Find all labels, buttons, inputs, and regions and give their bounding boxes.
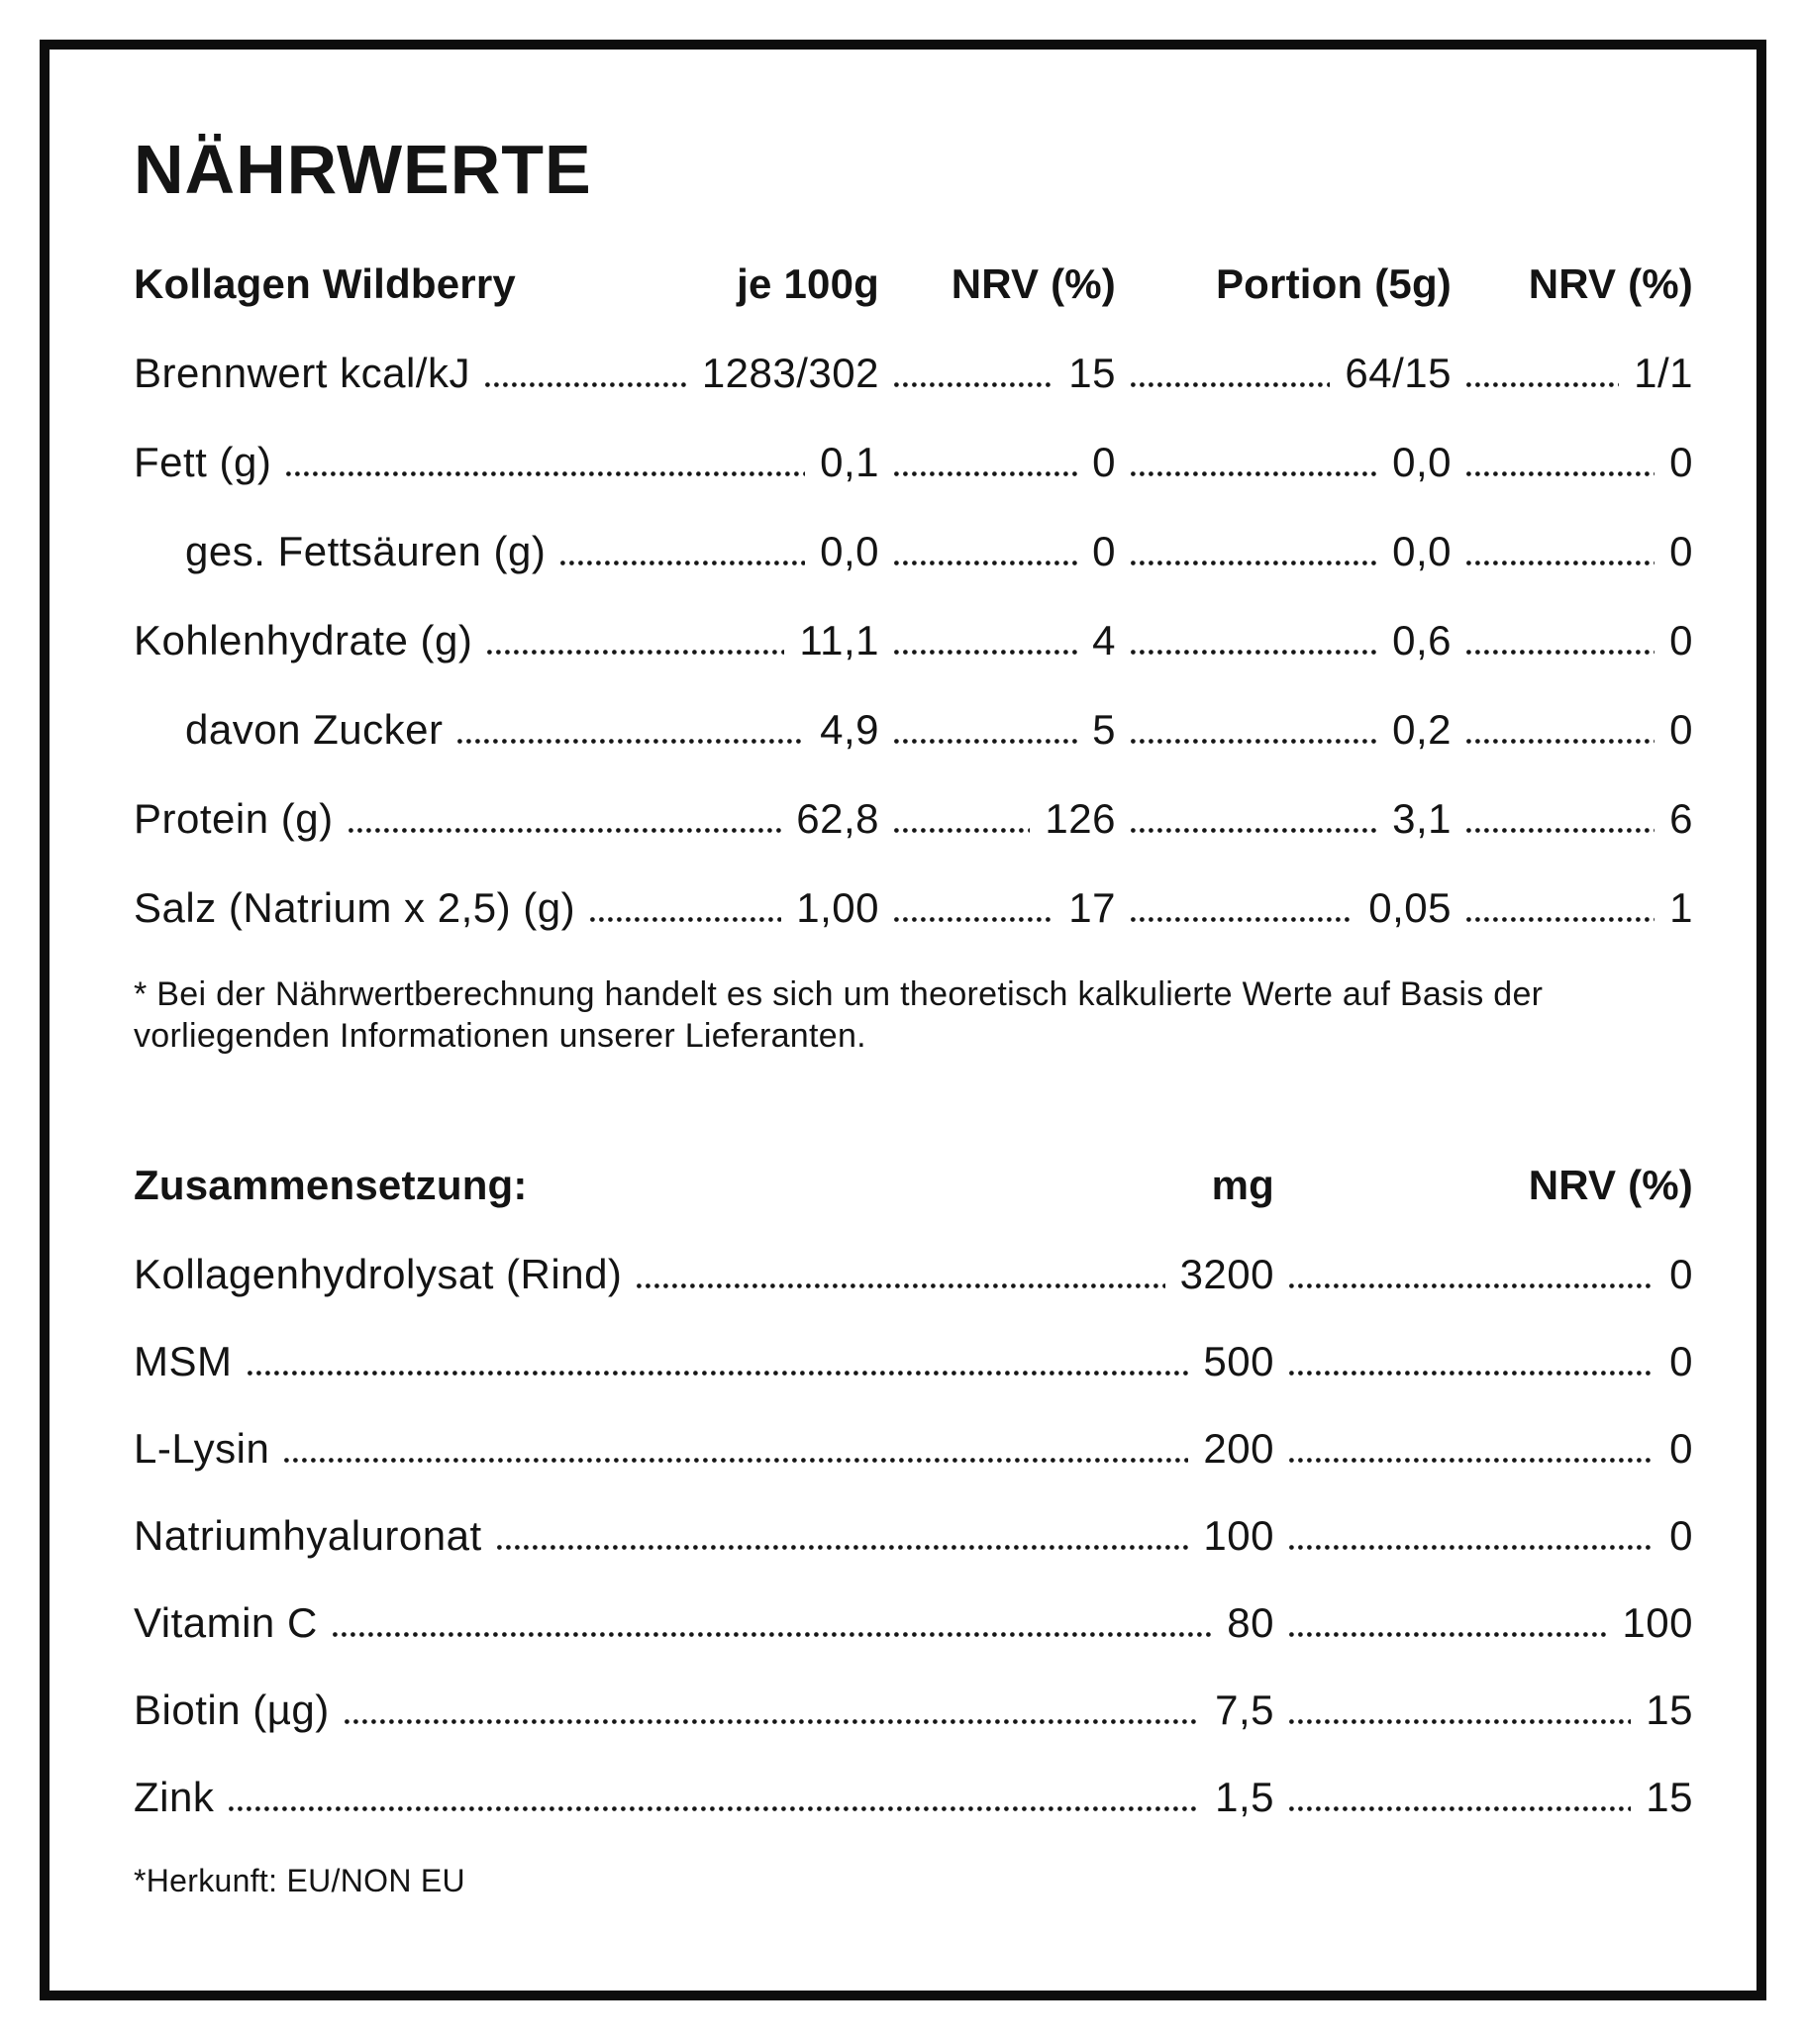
header-col-nrv-100g: NRV (%) bbox=[951, 260, 1116, 307]
dot-leader bbox=[345, 1719, 1200, 1724]
value-nrv-portion: 0 bbox=[1669, 439, 1693, 485]
nutrition-row bbox=[134, 706, 1693, 754]
dot-leader bbox=[248, 1371, 1189, 1376]
header-col-per-100g: je 100g bbox=[737, 260, 879, 307]
dot-leader bbox=[1289, 1545, 1655, 1550]
header-col-nrv-portion: NRV (%) bbox=[1528, 260, 1693, 307]
origin-note: *Herkunft: EU/NON EU bbox=[134, 1863, 465, 1898]
label-frame bbox=[40, 40, 1766, 2000]
page-title: NÄHRWERTE bbox=[134, 131, 592, 208]
value-nrv-portion: 0 bbox=[1669, 617, 1693, 664]
value-nrv: 0 bbox=[1669, 1425, 1693, 1472]
value-portion: 0,6 bbox=[1392, 617, 1452, 664]
dot-leader bbox=[894, 739, 1077, 744]
value-nrv-100g: 126 bbox=[1045, 795, 1116, 842]
dot-leader bbox=[1131, 917, 1354, 922]
dot-leader bbox=[894, 382, 1054, 387]
value-portion: 0,0 bbox=[1392, 439, 1452, 485]
value-nrv-portion: 1 bbox=[1669, 884, 1693, 931]
composition-row bbox=[134, 1686, 1693, 1734]
value-mg: 7,5 bbox=[1215, 1686, 1274, 1733]
nutrition-table bbox=[134, 260, 1693, 1057]
value-nrv: 0 bbox=[1669, 1338, 1693, 1384]
value-nrv-100g: 0 bbox=[1092, 528, 1116, 574]
dot-leader bbox=[560, 561, 805, 565]
value-nrv-100g: 4 bbox=[1092, 617, 1116, 664]
ingredient-label: Kollagenhydrolysat (Rind) bbox=[134, 1251, 623, 1297]
dot-leader bbox=[1131, 561, 1377, 565]
dot-leader bbox=[1131, 471, 1377, 476]
dot-leader bbox=[1466, 382, 1619, 387]
dot-leader bbox=[1131, 382, 1330, 387]
dot-leader bbox=[1466, 561, 1655, 565]
dot-leader bbox=[487, 650, 784, 655]
nutrient-label: Brennwert kcal/kJ bbox=[134, 350, 470, 396]
header-col-portion: Portion (5g) bbox=[1215, 260, 1452, 307]
dot-leader bbox=[1289, 1283, 1655, 1288]
value-portion: 0,05 bbox=[1368, 884, 1452, 931]
ingredient-label: Vitamin C bbox=[134, 1599, 318, 1646]
ingredient-label: L-Lysin bbox=[134, 1425, 270, 1472]
value-portion: 0,2 bbox=[1392, 706, 1452, 753]
dot-leader bbox=[894, 828, 1030, 833]
nutrition-row bbox=[134, 795, 1693, 843]
nutrient-label: ges. Fettsäuren (g) bbox=[185, 528, 547, 574]
value-nrv-100g: 5 bbox=[1092, 706, 1116, 753]
dot-leader bbox=[1289, 1458, 1655, 1463]
value-nrv: 0 bbox=[1669, 1251, 1693, 1297]
header-col-mg: mg bbox=[1211, 1162, 1274, 1208]
dot-leader bbox=[457, 739, 805, 744]
ingredient-label: Natriumhyaluronat bbox=[134, 1512, 482, 1559]
dot-leader bbox=[349, 828, 782, 833]
value-nrv-100g: 15 bbox=[1068, 350, 1116, 396]
nutrition-row bbox=[134, 617, 1693, 664]
value-per-100g: 1,00 bbox=[796, 884, 879, 931]
composition-row bbox=[134, 1599, 1693, 1647]
dot-leader bbox=[1289, 1719, 1631, 1724]
header-col-nrv: NRV (%) bbox=[1528, 1162, 1693, 1208]
nutrient-label: Salz (Natrium x 2,5) (g) bbox=[134, 884, 576, 931]
nutrient-label: Fett (g) bbox=[134, 439, 272, 485]
dot-leader bbox=[229, 1806, 1200, 1811]
dot-leader bbox=[1466, 739, 1655, 744]
value-per-100g: 11,1 bbox=[799, 617, 879, 664]
value-per-100g: 1283/302 bbox=[701, 350, 879, 396]
value-nrv-100g: 17 bbox=[1068, 884, 1116, 931]
value-mg: 500 bbox=[1203, 1338, 1274, 1384]
nutrient-label: Kohlenhydrate (g) bbox=[134, 617, 473, 664]
dot-leader bbox=[1466, 650, 1655, 655]
dot-leader bbox=[637, 1283, 1164, 1288]
value-nrv: 100 bbox=[1622, 1599, 1693, 1646]
value-nrv-portion: 0 bbox=[1669, 706, 1693, 753]
composition-row bbox=[134, 1774, 1693, 1821]
composition-table-header bbox=[134, 1162, 1693, 1209]
value-portion: 64/15 bbox=[1345, 350, 1452, 396]
value-nrv-portion: 0 bbox=[1669, 528, 1693, 574]
calculation-footnote: * Bei der Nährwertberechnung handelt es sich um theoretisch kalkulierte Werte auf Basis der vorliegenden Informationen unserer Lieferanten. bbox=[134, 975, 1544, 1055]
value-nrv: 15 bbox=[1646, 1686, 1693, 1733]
dot-leader bbox=[1289, 1806, 1631, 1811]
dot-leader bbox=[1466, 917, 1655, 922]
value-portion: 0,0 bbox=[1392, 528, 1452, 574]
dot-leader bbox=[333, 1632, 1212, 1637]
value-nrv: 0 bbox=[1669, 1512, 1693, 1559]
value-mg: 3200 bbox=[1179, 1251, 1274, 1297]
dot-leader bbox=[1289, 1632, 1607, 1637]
composition-row bbox=[134, 1251, 1693, 1298]
value-mg: 200 bbox=[1203, 1425, 1274, 1472]
dot-leader bbox=[1466, 828, 1655, 833]
dot-leader bbox=[894, 471, 1077, 476]
composition-row bbox=[134, 1425, 1693, 1473]
dot-leader bbox=[1131, 739, 1377, 744]
value-nrv-100g: 0 bbox=[1092, 439, 1116, 485]
value-nrv-portion: 6 bbox=[1669, 795, 1693, 842]
nutrient-label: davon Zucker bbox=[185, 706, 444, 753]
value-per-100g: 0,1 bbox=[820, 439, 879, 485]
header-product-name: Kollagen Wildberry bbox=[134, 260, 516, 307]
nutrition-table-header bbox=[134, 260, 1693, 308]
dot-leader bbox=[1466, 471, 1655, 476]
nutrient-label: Protein (g) bbox=[134, 795, 334, 842]
composition-table bbox=[134, 1162, 1693, 1900]
ingredient-label: Biotin (µg) bbox=[134, 1686, 330, 1733]
dot-leader bbox=[1131, 650, 1377, 655]
dot-leader bbox=[497, 1545, 1189, 1550]
dot-leader bbox=[894, 917, 1054, 922]
dot-leader bbox=[894, 650, 1077, 655]
dot-leader bbox=[1131, 828, 1377, 833]
composition-row bbox=[134, 1512, 1693, 1560]
ingredient-label: MSM bbox=[134, 1338, 233, 1384]
value-per-100g: 4,9 bbox=[820, 706, 879, 753]
value-per-100g: 62,8 bbox=[796, 795, 879, 842]
composition-row bbox=[134, 1338, 1693, 1385]
value-nrv-portion: 1/1 bbox=[1634, 350, 1693, 396]
ingredient-label: Zink bbox=[134, 1774, 215, 1820]
value-nrv: 15 bbox=[1646, 1774, 1693, 1820]
value-mg: 1,5 bbox=[1215, 1774, 1274, 1820]
value-per-100g: 0,0 bbox=[820, 528, 879, 574]
nutrition-row bbox=[134, 884, 1693, 932]
value-mg: 80 bbox=[1227, 1599, 1274, 1646]
dot-leader bbox=[1289, 1371, 1655, 1376]
value-mg: 100 bbox=[1203, 1512, 1274, 1559]
dot-leader bbox=[485, 382, 687, 387]
dot-leader bbox=[284, 1458, 1188, 1463]
dot-leader bbox=[286, 471, 805, 476]
nutrition-row bbox=[134, 528, 1693, 575]
header-composition-label: Zusammensetzung: bbox=[134, 1162, 528, 1208]
dot-leader bbox=[590, 917, 781, 922]
value-portion: 3,1 bbox=[1392, 795, 1452, 842]
nutrition-row bbox=[134, 439, 1693, 486]
nutrition-row bbox=[134, 350, 1693, 397]
dot-leader bbox=[894, 561, 1077, 565]
